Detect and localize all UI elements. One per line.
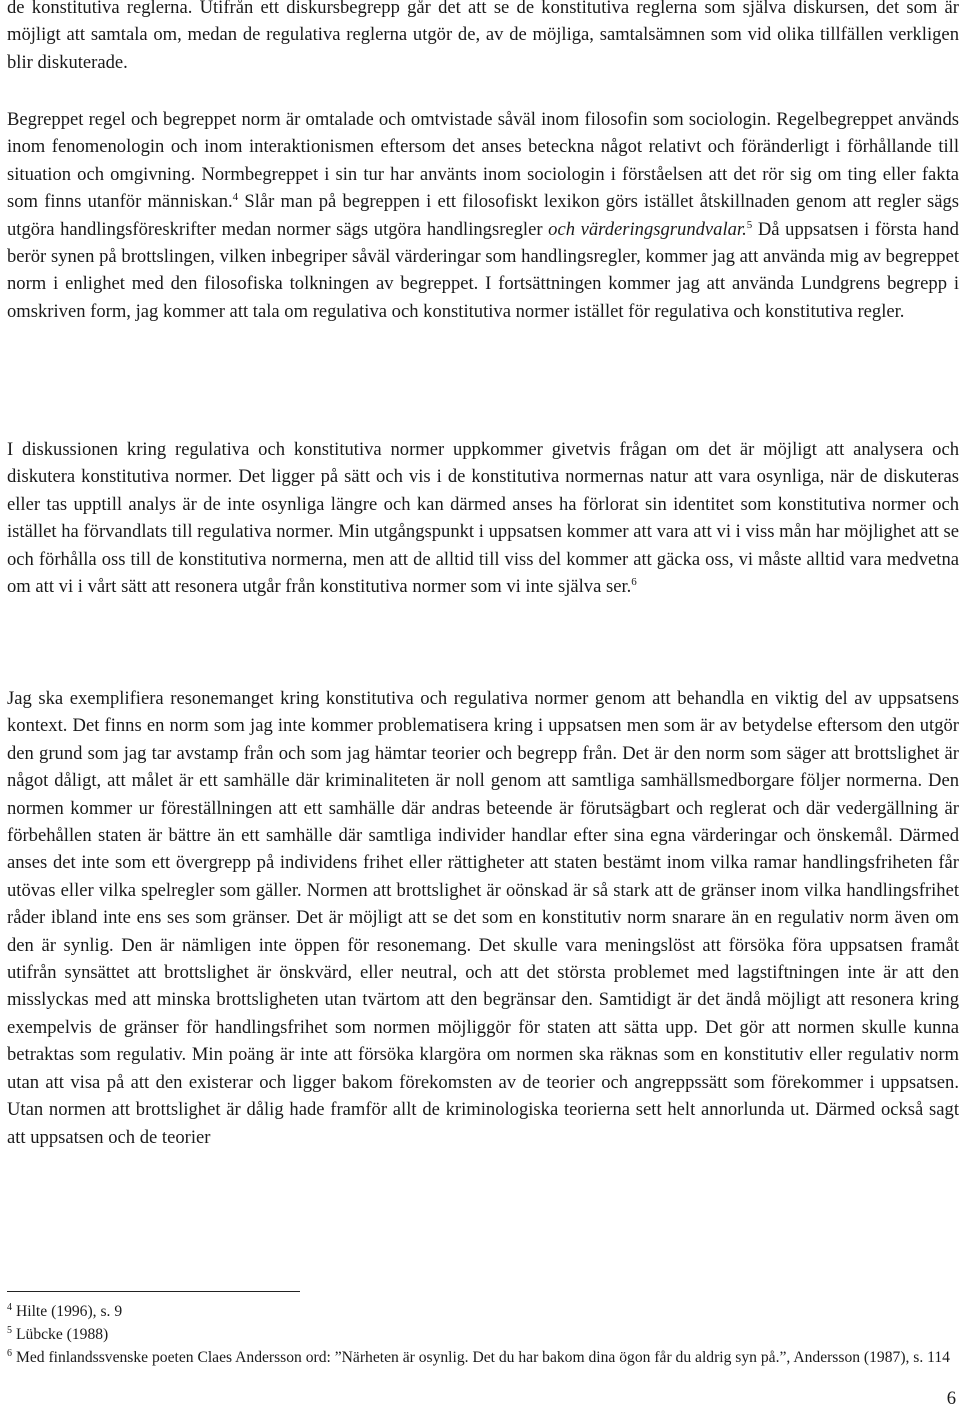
paragraph-2-italic: och värderingsgrundvalar. (548, 218, 747, 240)
paragraph-3 (7, 436, 959, 600)
paragraph-4-text: Jag ska exemplifiera resonemanget kring konstitutiva och regulativa normer genom att behandla en viktig del av uppsatsens kontext. Det finns en norm som jag inte kommer problematisera kring i uppsatsen men som är av betydelse eftersom den utgör den grund som jag tar avstamp från och som jag hämtar teorier och begrepp från. Det är den norm som säger att brottslighet är något dåligt, att målet är ett samhälle där kriminaliteten är noll genom att samtliga samhällsmedborgare följer normerna. Den normen kommer ur föreställningen att ett samhälle där andras beteende är förutsägbart och reglerat och där vedergällning är förbehållen staten är bättre än ett samhälle där samtliga individer handlar efter sina egna värderingar och önskemål. Därmed anses det inte som ett övergrepp på individens frihet eller rättigheter att staten bestämt inom vilka ramar handlingsfriheten får utövas eller vilka spelregler som gäller. Normen att brottslighet är oönskad är så stark att de gränser inom vilka handlingsfrihet råder ibland inte ens ses som gränser. Det är möjligt att se det som en konstitutiv norm snarare än en regulativ norm även om den är synlig. Den är nämligen inte öppen för resonemang. Det skulle vara meningslöst att försöka föra uppsatsen framåt utifrån synsättet att brottslighet är önskvärd, eller neutral, och att det största problemet med lagstiftningen inte är att den misslyckas med att minska brottsligheten utan tvärtom att den begränsar den. Samtidigt är det ändå möjligt att resonera kring exempelvis de gränser för handlingsfrihet som normen möjliggör för staten att sätta upp. Det gör att normen skulle kunna betraktas som regulativ. Min poäng är inte att försöka klargöra om normen ska räknas som en konstitutiv eller regulativ norm utan att visa på att den existerar och ligger bakom förekomsten av de teorier och angreppssätt som förekommer i uppsatsen. Utan normen att brottslighet är dålig hade framför allt de kriminologiska teorierna sett helt annorlunda ut. Därmed också sagt att uppsatsen och de teorier (7, 688, 959, 1148)
footnote-6 (7, 1347, 959, 1369)
paragraph-2-text-b: Slår man på begreppen i ett filosofiskt lexikon görs istället åtskillnaden genom att regler sägs utgöra handlingsföreskrifter medan normer sägs utgöra handlingsregler (7, 191, 959, 240)
footnote-4-number: 4 (7, 1301, 12, 1313)
page-number: 6 (946, 1388, 956, 1409)
footnote-6-text: Med finlandssvenske poeten Claes Andersson ord: ”Närheten är osynlig. Det du har bakom dina ögon får du aldrig syn på.”, Andersson (1987), s. 114 (16, 1349, 950, 1366)
footnote-4 (7, 1301, 959, 1323)
footnote-6-number: 6 (7, 1347, 12, 1359)
paragraph-2-text-c: Då uppsatsen i första hand berör synen på brottslingen, vilken inbegriper såväl värderingar som handlingsregler, kommer jag att använda mig av begreppet norm i enlighet med den filosofiska tolkningen av begreppet. I fortsättningen kommer jag att använda Lundgrens begrepp i omskriven form, jag kommer att tala om regulativa och konstitutiva normer istället för regulativa och konstitutiva regler. (7, 218, 959, 322)
paragraph-2 (7, 106, 959, 325)
footnote-5 (7, 1324, 959, 1346)
footnote-5-number: 5 (7, 1324, 12, 1336)
paragraph-1 (7, 0, 959, 76)
footnote-separator (7, 1291, 300, 1292)
paragraph-4 (7, 685, 959, 1151)
footnote-ref-4[interactable]: 4 (232, 191, 239, 204)
paragraph-2-text-a: Begreppet regel och begreppet norm är omtalade och omtvistade såväl inom filosofin som sociologin. Regelbegreppet används inom fenomenologin och inom interaktionismen eftersom det anses beteckna något relativt och föränderligt i förhållande till situation och omgivning. Normbegreppet i sin tur har använts inom sociologin i förståelsen att det rör sig om ting eller fakta som finns utanför människan. (7, 109, 959, 213)
paragraph-3-text: I diskussionen kring regulativa och konstitutiva normer uppkommer givetvis frågan om det är möjligt att analysera och diskutera konstitutiva normer. Det ligger på sätt och vis i de konstitutiva normernas natur att vara osynliga, när de diskuteras eller tas upptill analys är de inte osynliga längre och kan därmed anses ha förlorat sin identitet som konstitutiva normer och istället ha förvandlats till regulativa normer. Min utgångspunkt i uppsatsen kommer att vara att vi i viss mån har möjlighet att se och förhålla oss till de konstitutiva normerna, men att de alltid till viss del kommer att gäcka oss, vi måste alltid vara medvetna om att vi i vårt sätt att resonera utgår från konstitutiva normer som vi inte själva ser. (7, 439, 959, 598)
footnote-5-text: Lübcke (1988) (16, 1326, 109, 1343)
footnote-ref-6[interactable]: 6 (631, 575, 637, 588)
paragraph-1-text: de konstitutiva reglerna. Utifrån ett diskursbegrepp går det att se de konstitutiva reglerna som själva diskursen, det som är möjligt att samtala om, medan de regulativa reglerna utgör de, av de möjliga, samtalsämnen som vid olika tillfällen verkligen blir diskuterade. (7, 0, 959, 73)
footnote-ref-5[interactable]: 5 (746, 218, 753, 231)
footnote-4-text: Hilte (1996), s. 9 (16, 1303, 123, 1320)
